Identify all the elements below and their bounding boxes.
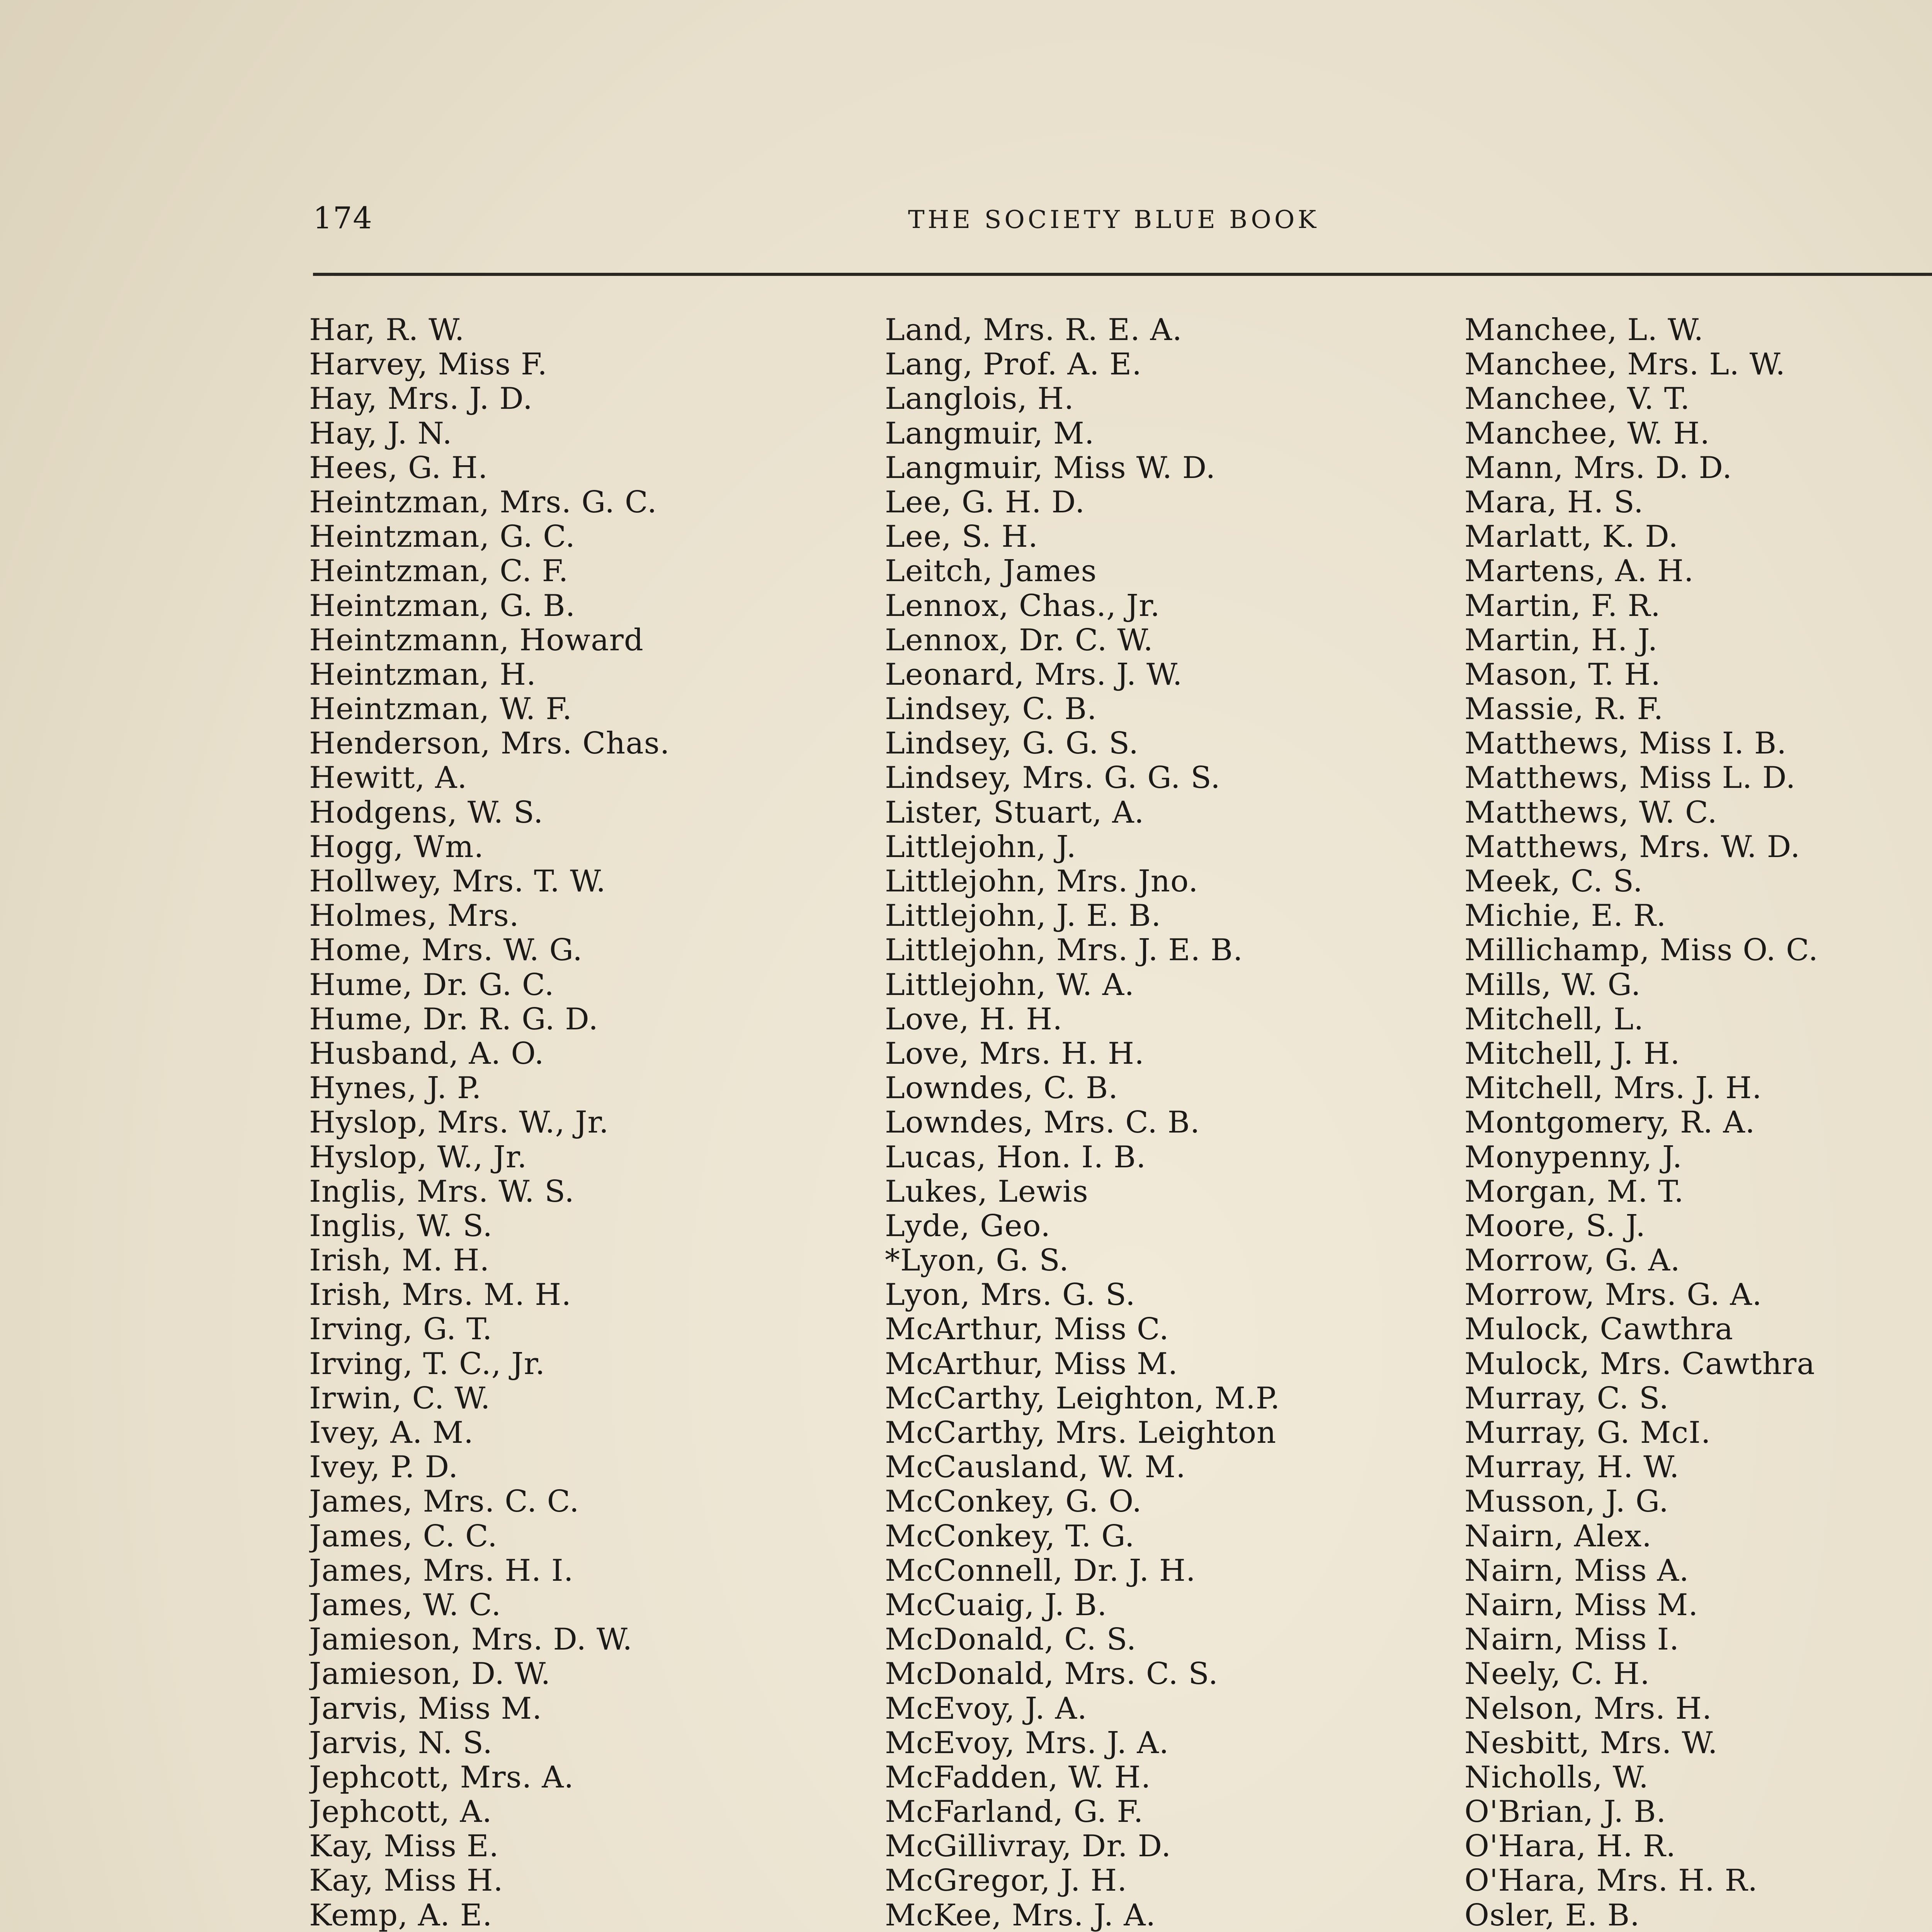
- directory-entry: Neely, C. H.: [1464, 1657, 1650, 1692]
- directory-entry: Mitchell, L.: [1464, 1002, 1644, 1037]
- directory-entry: Lindsey, Mrs. G. G. S.: [885, 761, 1221, 796]
- directory-entry: Lang, Prof. A. E.: [885, 347, 1142, 382]
- directory-entry: Heintzman, G. C.: [309, 520, 575, 554]
- directory-entry: Love, H. H.: [885, 1002, 1063, 1037]
- directory-entry: McDonald, Mrs. C. S.: [885, 1657, 1218, 1692]
- directory-entry: O'Brian, J. B.: [1464, 1795, 1667, 1830]
- directory-entry: Mason, T. H.: [1464, 657, 1661, 692]
- directory-entry: Langlois, H.: [885, 382, 1074, 417]
- directory-entry: Hogg, Wm.: [309, 830, 484, 864]
- directory-entry: Lucas, Hon. I. B.: [885, 1140, 1146, 1175]
- directory-entry: Mitchell, J. H.: [1464, 1036, 1680, 1071]
- directory-entry: Jarvis, N. S.: [309, 1726, 493, 1760]
- name-column-1: [309, 313, 889, 1932]
- directory-entry: Littlejohn, Mrs. Jno.: [885, 864, 1199, 899]
- directory-entry: Hewitt, A.: [309, 761, 468, 796]
- directory-entry: McGillivray, Dr. D.: [885, 1829, 1172, 1864]
- directory-entry: Littlejohn, W. A.: [885, 968, 1134, 1002]
- directory-entry: Irving, G. T.: [309, 1312, 493, 1347]
- directory-entry: Matthews, Miss L. D.: [1464, 761, 1796, 796]
- directory-entry: McEvoy, J. A.: [885, 1691, 1087, 1726]
- directory-entry: Lyde, Geo.: [885, 1209, 1051, 1243]
- directory-entry: Mara, H. S.: [1464, 485, 1644, 520]
- directory-entry: Lindsey, G. G. S.: [885, 726, 1139, 761]
- directory-entry: Land, Mrs. R. E. A.: [885, 313, 1182, 347]
- directory-entry: McCausland, W. M.: [885, 1450, 1186, 1485]
- directory-entry: Millichamp, Miss O. C.: [1464, 933, 1818, 968]
- directory-entry: Martin, H. J.: [1464, 623, 1658, 658]
- directory-entry: Kay, Miss H.: [309, 1864, 503, 1898]
- directory-entry: Nelson, Mrs. H.: [1464, 1691, 1712, 1726]
- directory-entry: Jephcott, Mrs. A.: [309, 1760, 574, 1795]
- directory-entry: Morrow, Mrs. G. A.: [1464, 1278, 1762, 1313]
- directory-entry: Hyslop, W., Jr.: [309, 1140, 527, 1175]
- directory-entry: Hume, Dr. R. G. D.: [309, 1002, 599, 1037]
- directory-entry: Lowndes, Mrs. C. B.: [885, 1105, 1200, 1140]
- directory-entry: Martin, F. R.: [1464, 588, 1661, 623]
- directory-entry: Lyon, Mrs. G. S.: [885, 1278, 1136, 1313]
- directory-entry: Matthews, Mrs. W. D.: [1464, 830, 1801, 864]
- directory-entry: Irwin, C. W.: [309, 1381, 491, 1416]
- directory-entry: Morgan, M. T.: [1464, 1174, 1684, 1209]
- directory-entry: Lee, G. H. D.: [885, 485, 1085, 520]
- directory-entry: Lowndes, C. B.: [885, 1071, 1119, 1106]
- directory-entry: Husband, A. O.: [309, 1036, 544, 1071]
- directory-entry: Michie, E. R.: [1464, 899, 1667, 934]
- directory-entry: Heintzman, C. F.: [309, 554, 569, 589]
- directory-entry: Littlejohn, Mrs. J. E. B.: [885, 933, 1243, 968]
- directory-entry: Irish, Mrs. M. H.: [309, 1278, 571, 1313]
- directory-entry: Nairn, Miss I.: [1464, 1622, 1680, 1657]
- directory-entry: Nicholls, W.: [1464, 1760, 1649, 1795]
- directory-entry: Hay, J. N.: [309, 416, 452, 451]
- book-title: THE SOCIETY BLUE BOOK: [908, 206, 1320, 234]
- directory-entry: Home, Mrs. W. G.: [309, 933, 583, 968]
- directory-entry: McFadden, W. H.: [885, 1760, 1151, 1795]
- directory-entry: Holmes, Mrs.: [309, 899, 519, 934]
- directory-entry: Monypenny, J.: [1464, 1140, 1682, 1175]
- directory-entry: Jamieson, D. W.: [309, 1657, 551, 1692]
- directory-entry: Nairn, Alex.: [1464, 1519, 1652, 1554]
- directory-entry: Kemp, A. E.: [309, 1898, 493, 1932]
- directory-entry: Langmuir, Miss W. D.: [885, 451, 1216, 485]
- directory-entry: James, Mrs. C. C.: [309, 1485, 580, 1519]
- directory-entry: McConkey, T. G.: [885, 1519, 1135, 1554]
- directory-entry: Mann, Mrs. D. D.: [1464, 451, 1733, 485]
- running-head: [313, 201, 1932, 247]
- directory-entry: James, W. C.: [309, 1588, 502, 1622]
- directory-entry: Lindsey, C. B.: [885, 692, 1097, 727]
- directory-entry: Littlejohn, J.: [885, 830, 1077, 864]
- directory-entry: Hollwey, Mrs. T. W.: [309, 864, 606, 899]
- directory-entry: McEvoy, Mrs. J. A.: [885, 1726, 1169, 1760]
- directory-entry: Hees, G. H.: [309, 451, 488, 485]
- directory-entry: Lee, S. H.: [885, 520, 1038, 554]
- directory-entry: Matthews, Miss I. B.: [1464, 726, 1787, 761]
- directory-entry: Manchee, L. W.: [1464, 313, 1704, 347]
- directory-entry: Musson, J. G.: [1464, 1485, 1669, 1519]
- directory-entry: Irving, T. C., Jr.: [309, 1347, 546, 1381]
- header-rule: [313, 273, 1932, 276]
- directory-entry: Heintzman, Mrs. G. C.: [309, 485, 657, 520]
- directory-entry: Ivey, A. M.: [309, 1416, 474, 1450]
- directory-entry: Lukes, Lewis: [885, 1174, 1088, 1209]
- directory-entry: Morrow, G. A.: [1464, 1243, 1680, 1278]
- directory-entry: Hay, Mrs. J. D.: [309, 382, 533, 417]
- directory-entry: Manchee, V. T.: [1464, 382, 1690, 417]
- name-column-2: [885, 313, 1464, 1932]
- directory-entry: Marlatt, K. D.: [1464, 520, 1679, 554]
- directory-entry: Mills, W. G.: [1464, 968, 1641, 1002]
- directory-entry: Hodgens, W. S.: [309, 795, 544, 830]
- directory-entry: O'Hara, H. R.: [1464, 1829, 1676, 1864]
- directory-entry: Inglis, Mrs. W. S.: [309, 1174, 575, 1209]
- directory-entry: Lister, Stuart, A.: [885, 795, 1145, 830]
- directory-entry: Ivey, P. D.: [309, 1450, 459, 1485]
- directory-entry: McArthur, Miss C.: [885, 1312, 1169, 1347]
- directory-entry: McCarthy, Mrs. Leighton: [885, 1416, 1277, 1450]
- directory-entry: Lennox, Dr. C. W.: [885, 623, 1153, 658]
- directory-entry: Montgomery, R. A.: [1464, 1105, 1755, 1140]
- directory-entry: Massie, R. F.: [1464, 692, 1664, 727]
- directory-entry: Henderson, Mrs. Chas.: [309, 726, 670, 761]
- directory-entry: Leitch, James: [885, 554, 1097, 589]
- directory-entry: Kay, Miss E.: [309, 1829, 499, 1864]
- directory-entry: Inglis, W. S.: [309, 1209, 493, 1243]
- directory-entry: Harvey, Miss F.: [309, 347, 548, 382]
- directory-entry: McGregor, J. H.: [885, 1864, 1128, 1898]
- directory-entry: Manchee, W. H.: [1464, 416, 1710, 451]
- page-number: 174: [313, 201, 373, 236]
- directory-entry: O'Hara, Mrs. H. R.: [1464, 1864, 1758, 1898]
- directory-entry: Matthews, W. C.: [1464, 795, 1718, 830]
- directory-entry: Heintzmann, Howard: [309, 623, 644, 658]
- directory-entry: Langmuir, M.: [885, 416, 1095, 451]
- directory-entry: Leonard, Mrs. J. W.: [885, 657, 1183, 692]
- directory-entry: Manchee, Mrs. L. W.: [1464, 347, 1786, 382]
- directory-entry: McFarland, G. F.: [885, 1795, 1144, 1830]
- name-column-3: [1464, 313, 1932, 1932]
- directory-entry: Hynes, J. P.: [309, 1071, 482, 1106]
- directory-entry: Murray, C. S.: [1464, 1381, 1669, 1416]
- directory-entry: McArthur, Miss M.: [885, 1347, 1178, 1381]
- directory-entry: Murray, H. W.: [1464, 1450, 1680, 1485]
- directory-entry: McConkey, G. O.: [885, 1485, 1142, 1519]
- directory-entry: Hyslop, Mrs. W., Jr.: [309, 1105, 609, 1140]
- directory-entry: Moore, S. J.: [1464, 1209, 1646, 1243]
- directory-entry: McConnell, Dr. J. H.: [885, 1553, 1196, 1588]
- directory-entry: Littlejohn, J. E. B.: [885, 899, 1162, 934]
- directory-entry: Jephcott, A.: [309, 1795, 492, 1830]
- directory-entry: Love, Mrs. H. H.: [885, 1036, 1145, 1071]
- directory-entry: McCarthy, Leighton, M.P.: [885, 1381, 1281, 1416]
- directory-entry: Lennox, Chas., Jr.: [885, 588, 1160, 623]
- directory-entry: Murray, G. McI.: [1464, 1416, 1711, 1450]
- directory-entry: Nesbitt, Mrs. W.: [1464, 1726, 1718, 1760]
- directory-entry: Heintzman, H.: [309, 657, 536, 692]
- directory-entry: Hume, Dr. G. C.: [309, 968, 554, 1002]
- directory-entry: McKee, Mrs. J. A.: [885, 1898, 1156, 1932]
- directory-entry: Martens, A. H.: [1464, 554, 1694, 589]
- directory-entry: Mulock, Cawthra: [1464, 1312, 1733, 1347]
- directory-entry: Heintzman, W. F.: [309, 692, 572, 727]
- directory-entry: Nairn, Miss M.: [1464, 1588, 1699, 1622]
- directory-entry: James, Mrs. H. I.: [309, 1553, 574, 1588]
- directory-entry: Har, R. W.: [309, 313, 465, 347]
- directory-entry: McCuaig, J. B.: [885, 1588, 1107, 1622]
- directory-entry: Jamieson, Mrs. D. W.: [309, 1622, 633, 1657]
- directory-entry: Mitchell, Mrs. J. H.: [1464, 1071, 1762, 1106]
- directory-entry: *Lyon, G. S.: [885, 1243, 1069, 1278]
- directory-entry: Mulock, Mrs. Cawthra: [1464, 1347, 1815, 1381]
- directory-entry: Irish, M. H.: [309, 1243, 490, 1278]
- directory-entry: McDonald, C. S.: [885, 1622, 1137, 1657]
- directory-entry: James, C. C.: [309, 1519, 498, 1554]
- directory-entry: Meek, C. S.: [1464, 864, 1643, 899]
- directory-entry: Osler, E. B.: [1464, 1898, 1640, 1932]
- directory-entry: Nairn, Miss A.: [1464, 1553, 1689, 1588]
- directory-entry: Jarvis, Miss M.: [309, 1691, 543, 1726]
- directory-entry: Heintzman, G. B.: [309, 588, 576, 623]
